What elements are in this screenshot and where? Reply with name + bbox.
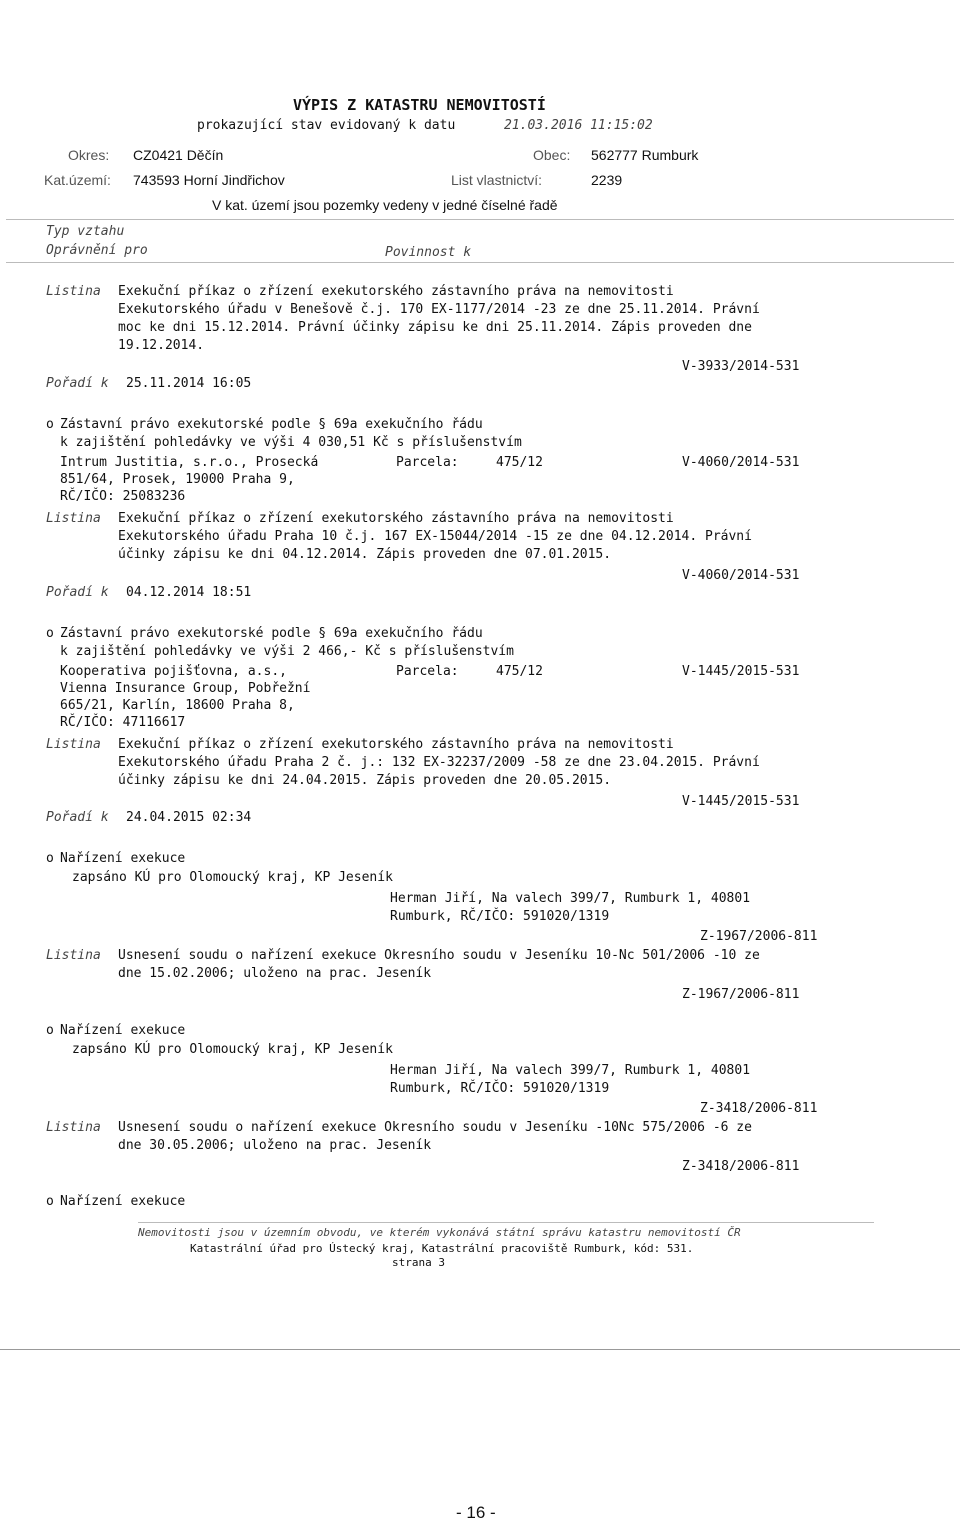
- listina-line: účinky zápisu ke dni 24.04.2015. Zápis proveden dne 20.05.2015.: [118, 773, 612, 788]
- katuzemi-label: Kat.území:: [44, 172, 111, 188]
- listina-label: Listina: [46, 737, 101, 752]
- entry-title: Zástavní právo exekutorské podle § 69a exekučního řádu: [60, 417, 483, 432]
- obec-value: 562777 Rumburk: [591, 147, 699, 163]
- subtitle-date: 21.03.2016 11:15:02: [504, 118, 653, 133]
- reference-number: V-1445/2015-531: [682, 664, 800, 679]
- listina-line: Exekutorského úřadu v Benešově č.j. 170 EX-1177/2014 -23 ze dne 25.11.2014. Právní: [118, 302, 760, 317]
- entry-subtitle: zapsáno KÚ pro Olomoucký kraj, KP Jeseník: [72, 870, 393, 885]
- reference-number: Z-1967/2006-811: [682, 987, 800, 1002]
- listina-label: Listina: [46, 948, 101, 963]
- parcel-note: V kat. území jsou pozemky vedeny v jedné číselné řadě: [212, 197, 558, 213]
- reference-number: V-4060/2014-531: [682, 455, 800, 470]
- entry-subtitle: k zajištění pohledávky ve výši 2 466,- Kč s příslušenstvím: [60, 644, 514, 659]
- lv-label: List vlastnictví:: [451, 172, 543, 188]
- party-line: Herman Jiří, Na valech 399/7, Rumburk 1, 40801: [390, 891, 751, 906]
- footer-line: Nemovitosti jsou v územním obvodu, ve kterém vykonává státní správu katastru nemovitostí ČR: [138, 1226, 741, 1239]
- listina-label: Listina: [46, 511, 101, 526]
- divider: [6, 262, 954, 263]
- listina-line: moc ke dni 15.12.2014. Právní účinky zápisu ke dni 25.11.2014. Zápis proveden dne: [118, 320, 752, 335]
- katuzemi-value: 743593 Horní Jindřichov: [133, 172, 285, 188]
- bullet: o: [46, 851, 54, 866]
- bullet: o: [46, 417, 54, 432]
- party-line: RČ/IČO: 47116617: [60, 715, 186, 730]
- parcela-value: 475/12: [496, 664, 543, 679]
- listina-line: dne 15.02.2006; uloženo na prac. Jeseník: [118, 966, 432, 981]
- reference-number: V-3933/2014-531: [682, 359, 800, 374]
- listina-label: Listina: [46, 284, 101, 299]
- reference-number: Z-3418/2006-811: [682, 1159, 800, 1174]
- listina-label: Listina: [46, 1120, 101, 1135]
- obec-label: Obec:: [533, 147, 571, 163]
- poradi-value: 24.04.2015 02:34: [126, 810, 252, 825]
- party-line: Herman Jiří, Na valech 399/7, Rumburk 1, 40801: [390, 1063, 751, 1078]
- listina-line: 19.12.2014.: [118, 338, 205, 353]
- party-line: Vienna Insurance Group, Pobřežní: [60, 681, 311, 696]
- entry-subtitle: zapsáno KÚ pro Olomoucký kraj, KP Jeseník: [72, 1042, 393, 1057]
- party-line: Kooperativa pojišťovna, a.s.,: [60, 664, 287, 679]
- party-line: RČ/IČO: 25083236: [60, 489, 186, 504]
- reference-number: Z-1967/2006-811: [700, 929, 818, 944]
- reference-number: V-4060/2014-531: [682, 568, 800, 583]
- poradi-value: 04.12.2014 18:51: [126, 585, 252, 600]
- party-line: Intrum Justitia, s.r.o., Prosecká: [60, 455, 319, 470]
- poradi-label: Pořadí k: [46, 376, 109, 391]
- party-line: Rumburk, RČ/IČO: 591020/1319: [390, 909, 610, 924]
- listina-line: Exekuční příkaz o zřízení exekutorského zástavního práva na nemovitosti: [118, 284, 674, 299]
- parcela-value: 475/12: [496, 455, 543, 470]
- listina-line: Exekutorského úřadu Praha 2 č. j.: 132 EX-32237/2009 -58 ze dne 23.04.2015. Právní: [118, 755, 760, 770]
- listina-line: účinky zápisu ke dni 04.12.2014. Zápis proveden dne 07.01.2015.: [118, 547, 612, 562]
- poradi-label: Pořadí k: [46, 810, 109, 825]
- lv-value: 2239: [591, 172, 623, 188]
- listina-line: Usnesení soudu o nařízení exekuce Okresního soudu v Jeseníku 10-Nc 501/2006 -10 ze: [118, 948, 760, 963]
- party-line: 851/64, Prosek, 19000 Praha 9,: [60, 472, 295, 487]
- entry-subtitle: k zajištění pohledávky ve výši 4 030,51 Kč s příslušenstvím: [60, 435, 522, 450]
- footer-page-label: strana 3: [392, 1256, 445, 1269]
- poradi-label: Pořadí k: [46, 585, 109, 600]
- reference-number: V-1445/2015-531: [682, 794, 800, 809]
- parcela-label: Parcela:: [396, 455, 459, 470]
- bullet: o: [46, 626, 54, 641]
- parcela-label: Parcela:: [396, 664, 459, 679]
- divider: [6, 219, 954, 220]
- listina-line: Exekuční příkaz o zřízení exekutorského zástavního práva na nemovitosti: [118, 511, 674, 526]
- page-number: - 16 -: [456, 1503, 496, 1522]
- poradi-value: 25.11.2014 16:05: [126, 376, 252, 391]
- okres-value: CZ0421 Děčín: [133, 147, 224, 163]
- divider: [138, 1222, 874, 1223]
- listina-line: Exekuční příkaz o zřízení exekutorského zástavního práva na nemovitosti: [118, 737, 674, 752]
- page-separator: [0, 1349, 960, 1350]
- col-typ-vztahu: Typ vztahu: [46, 224, 125, 239]
- entry-title: Zástavní právo exekutorské podle § 69a exekučního řádu: [60, 626, 483, 641]
- bullet: o: [46, 1023, 54, 1038]
- col-povinnost: Povinnost k: [385, 245, 472, 260]
- listina-line: Usnesení soudu o nařízení exekuce Okresního soudu v Jeseníku -10Nc 575/2006 -6 ze: [118, 1120, 752, 1135]
- reference-number: Z-3418/2006-811: [700, 1101, 818, 1116]
- party-line: 665/21, Karlín, 18600 Praha 8,: [60, 698, 295, 713]
- document-title: VÝPIS Z KATASTRU NEMOVITOSTÍ: [293, 96, 546, 114]
- col-opravneni: Oprávnění pro: [46, 243, 148, 258]
- okres-label: Okres:: [68, 147, 110, 163]
- entry-title: Nařízení exekuce: [60, 1194, 186, 1209]
- party-line: Rumburk, RČ/IČO: 591020/1319: [390, 1081, 610, 1096]
- entry-title: Nařízení exekuce: [60, 851, 186, 866]
- listina-line: dne 30.05.2006; uloženo na prac. Jeseník: [118, 1138, 432, 1153]
- bullet: o: [46, 1194, 54, 1209]
- subtitle-prefix: prokazující stav evidovaný k datu: [197, 118, 456, 133]
- footer-line: Katastrální úřad pro Ústecký kraj, Katastrální pracoviště Rumburk, kód: 531.: [190, 1242, 694, 1255]
- entry-title: Nařízení exekuce: [60, 1023, 186, 1038]
- listina-line: Exekutorského úřadu Praha 10 č.j. 167 EX-15044/2014 -15 ze dne 04.12.2014. Právní: [118, 529, 752, 544]
